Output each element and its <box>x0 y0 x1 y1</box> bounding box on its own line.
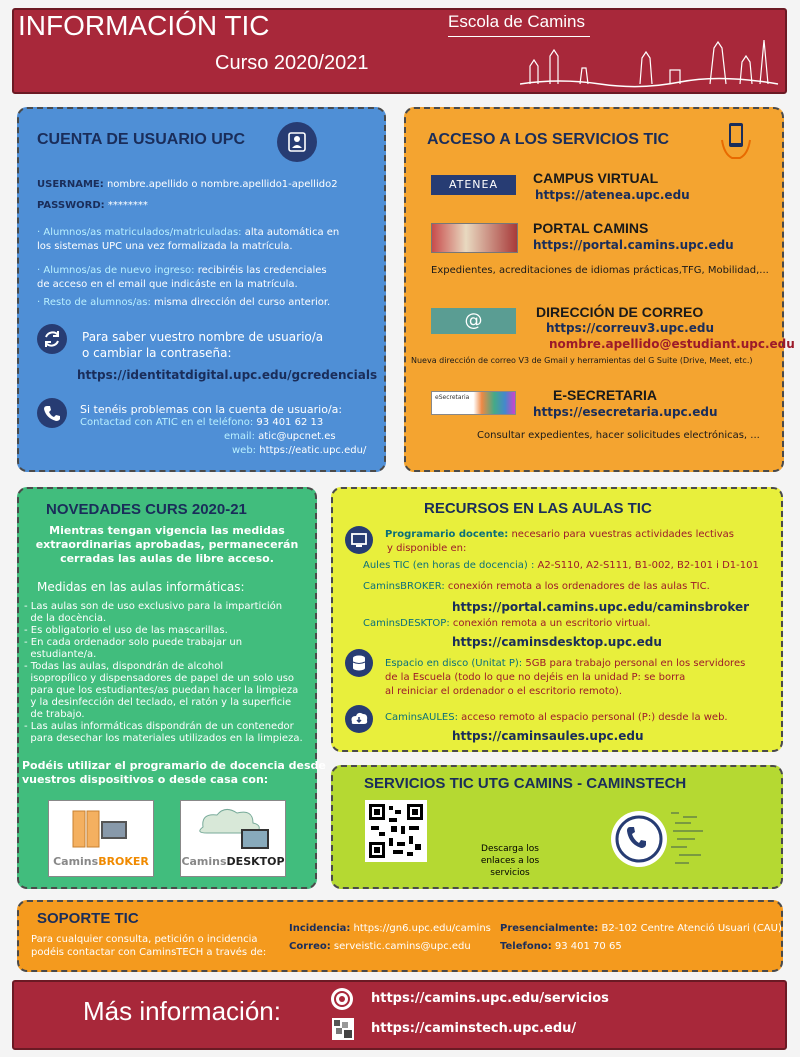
measure-item: - Las aulas informáticas dispondrán de un contenedor <box>24 721 294 732</box>
correu-link[interactable]: https://correuv3.upc.edu <box>546 321 714 335</box>
caminstech-logo-icon <box>332 1018 354 1040</box>
esecretaria-desc: Consultar expedientes, hacer solicitudes electrónicas, ... <box>477 430 760 441</box>
esecretaria-title: E-SECRETARIA <box>553 387 657 403</box>
desktop-label: CaminsDESKTOP: <box>363 618 450 629</box>
novedades-intro <box>20 524 314 566</box>
intro-line: extraordinarias aprobadas, permanecerán <box>35 538 299 551</box>
novedades-outro <box>22 759 326 787</box>
camins-seal-icon <box>330 987 354 1011</box>
disk-label: Espacio en disco (Unitat P): <box>385 658 523 669</box>
phone-icon <box>37 398 67 428</box>
password-help-line: Para saber vuestro nombre de usuario/a <box>82 330 324 344</box>
outro-line: vuestros dispositivos o desde casa con: <box>22 773 269 786</box>
password-help-line: o cambiar la contraseña: <box>82 346 232 360</box>
camins-servicios-link[interactable]: https://camins.upc.edu/servicios <box>371 991 609 1006</box>
broker-servers-icon <box>71 807 131 851</box>
measure-item: de la docència. <box>24 613 107 624</box>
soporte-desc <box>31 933 266 959</box>
web-row <box>232 445 366 456</box>
portal-camins-link[interactable]: https://portal.camins.upc.edu <box>533 238 734 252</box>
password-value: ******** <box>107 200 148 211</box>
problem-text: Si tenéis problemas con la cuenta de usuario/a: <box>80 403 343 416</box>
prog-text: y disponible en: <box>387 543 467 554</box>
incidencia-link[interactable]: https://gn6.upc.edu/camins <box>350 923 491 934</box>
measures-list <box>24 601 303 745</box>
telefono-value: 93 401 70 65 <box>551 941 622 952</box>
bullet-text: de acceso en el email que indicáste en la matrícula. <box>37 279 298 290</box>
measures-title: Medidas en las aulas informáticas: <box>37 580 245 594</box>
student-email-address: nombre.apellido@estudiant.upc.edu <box>549 337 795 351</box>
sync-icon <box>37 324 67 354</box>
broker-label-a: Camins <box>53 855 99 868</box>
username-value: nombre.apellido o nombre.apellido1-apellido2 <box>106 179 338 190</box>
atenea-logo[interactable]: ATENEA <box>431 175 516 195</box>
page-title: INFORMACIÓN TIC <box>18 10 270 41</box>
account-icon <box>277 122 317 162</box>
school-brand: Escola de Camins <box>448 12 586 31</box>
course-year: Curso 2020/2021 <box>215 52 369 74</box>
recursos-title: RECURSOS EN LAS AULAS TIC <box>424 500 652 517</box>
incidencia-row <box>289 923 491 934</box>
broker-text: conexión remota a los ordenadores de las aulas TIC. <box>444 581 710 592</box>
aules-text: acceso remoto al espacio personal (P:) desde la web. <box>457 712 728 723</box>
identitat-link[interactable]: https://identitatdigital.upc.edu/gcredencials <box>77 368 378 382</box>
portal-camins-title: PORTAL CAMINS <box>533 220 649 236</box>
outro-line: Podéis utilizar el programario de docencia desde <box>22 759 326 772</box>
password-help-text <box>82 329 323 361</box>
caminsbroker-link[interactable]: https://portal.camins.upc.edu/caminsbroker <box>452 600 750 614</box>
monitor-icon <box>345 526 373 554</box>
contact-phone: 93 401 62 13 <box>256 417 324 428</box>
broker-label: CaminsBROKER: <box>363 581 445 592</box>
prog-text: necesario para vuestras actividades lectivas <box>508 529 734 540</box>
presencial-row <box>500 923 782 934</box>
soporte-title: SOPORTE TIC <box>37 910 139 927</box>
desktop-label-a: Camins <box>181 855 227 868</box>
atenea-link[interactable]: https://atenea.upc.edu <box>535 188 690 202</box>
footer-title: Más información: <box>83 996 281 1026</box>
programario-text <box>385 528 775 556</box>
incidencia-label: Incidencia: <box>289 923 351 934</box>
presencial-value: B2-102 Centre Atenció Usuari (CAU) <box>598 923 782 934</box>
disk-text-line: 5GB para trabajo personal en los servidores <box>522 658 746 669</box>
aulas-list: A2-S110, A2-S111, B1-002, B2-101 i D1-101 <box>534 560 759 571</box>
email-link[interactable]: atic@upcnet.es <box>258 431 336 442</box>
intro-line: cerradas las aulas de libre acceso. <box>60 552 274 565</box>
caminsbroker-label <box>49 855 153 868</box>
bullet-label: · Alumnos/as matriculados/matriculadas: <box>37 227 242 238</box>
eatic-link[interactable]: https://eatic.upc.edu/ <box>259 445 367 456</box>
telefono-row <box>500 941 622 952</box>
correo-row <box>289 941 471 952</box>
telefono-label: Telefono: <box>500 941 552 952</box>
phone-wordcloud-icon <box>605 803 717 881</box>
bullet-resto <box>37 297 330 308</box>
bullet-text: misma dirección del curso anterior. <box>150 297 331 308</box>
esecretaria-thumbnail[interactable]: eSecretaria <box>431 391 516 415</box>
bullet-nuevo-ingreso <box>37 264 377 292</box>
aules-label: CaminsAULES: <box>385 712 458 723</box>
portal-camins-thumbnail[interactable] <box>431 223 518 253</box>
password-label: PASSWORD: <box>37 200 105 211</box>
caminsdesktop-label <box>181 855 285 868</box>
measure-item: y la desinfección del teclado, el ratón y la superficie <box>24 697 292 708</box>
measure-item: - En cada ordenador solo puede trabajar un <box>24 637 243 648</box>
soporte-desc-line: podéis contactar con CaminsTECH a través de: <box>31 947 267 958</box>
soporte-desc-line: Para cualquier consulta, petición o incidencia <box>31 934 258 945</box>
caminsdesktop-link[interactable]: https://caminsdesktop.upc.edu <box>452 635 662 649</box>
caminsdesktop-card[interactable] <box>180 800 286 877</box>
desktop-text: conexión remota a un escritorio virtual. <box>449 618 651 629</box>
intro-line: Mientras tengan vigencia las medidas <box>49 524 285 537</box>
correo-label: Correo: <box>289 941 331 952</box>
qr-code-icon[interactable] <box>365 800 427 862</box>
broker-label-b: BROKER <box>98 855 149 868</box>
web-label: web: <box>232 445 257 456</box>
aulas-row <box>363 560 759 571</box>
campus-virtual-title: CAMPUS VIRTUAL <box>533 170 659 186</box>
measure-item: - Todas las aulas, dispondrán de alcohol <box>24 661 224 672</box>
user-account-title: CUENTA DE USUARIO UPC <box>37 131 246 148</box>
disk-text <box>385 657 780 699</box>
contact-row <box>80 417 323 428</box>
bullet-matriculados <box>37 226 377 254</box>
caminstech-link[interactable]: https://caminstech.upc.edu/ <box>371 1021 577 1036</box>
measure-item: estudiante/a. <box>24 649 97 660</box>
qr-download-text <box>460 843 560 879</box>
mail-desc: Nueva dirección de correo V3 de Gmail y herramientas del G Suite (Drive, Meet, etc.) <box>411 356 753 365</box>
measure-item: isopropílico y dispensadores de papel de un solo uso <box>24 673 295 684</box>
bullet-label: · Resto de alumnos/as: <box>37 297 151 308</box>
mobile-hands-icon <box>718 120 754 160</box>
mail-at-icon[interactable]: @ <box>431 308 516 334</box>
bullet-text: alta automática en <box>241 227 340 238</box>
bullet-text: los sistemas UPC una vez formalizada la matrícula. <box>37 241 293 252</box>
caminsbroker-card[interactable] <box>48 800 154 877</box>
correo-link[interactable]: serveistic.camins@upc.edu <box>330 941 471 952</box>
desktop-row <box>363 618 651 629</box>
email-row <box>224 431 336 442</box>
skyline-icon <box>520 38 780 88</box>
novedades-title: NOVEDADES CURS 2020-21 <box>46 501 247 518</box>
aules-row <box>385 712 728 723</box>
password-row <box>37 200 148 211</box>
desktop-label-b: DESKTOP <box>226 855 285 868</box>
username-row <box>37 179 338 190</box>
utg-title: SERVICIOS TIC UTG CAMINS - CAMINSTECH <box>364 775 687 792</box>
qr-line: enlaces a los servicios <box>480 856 540 878</box>
caminsaules-link[interactable]: https://caminsaules.upc.edu <box>452 729 644 743</box>
email-label: email: <box>224 431 255 442</box>
broker-row <box>363 581 710 592</box>
measure-item: de trabajo. <box>24 709 85 720</box>
mail-title: DIRECCIÓN DE CORREO <box>536 304 704 320</box>
measure-item: - Es obligatorio el uso de las mascarillas. <box>24 625 228 636</box>
disk-text-line: al reiniciar el ordenador o el escritorio remoto). <box>385 686 623 697</box>
bullet-label: · Alumnos/as de nuevo ingreso: <box>37 265 195 276</box>
esecretaria-link[interactable]: https://esecretaria.upc.edu <box>533 405 718 419</box>
brand-underline <box>448 36 590 37</box>
username-label: USERNAME: <box>37 179 104 190</box>
contact-label: Contactad con ATIC en el teléfono: <box>80 417 254 428</box>
measure-item: para desechar los materiales utilizados en la limpieza. <box>24 733 303 744</box>
measure-item: para que los estudiantes/as puedan hacer la limpieza <box>24 685 299 696</box>
measure-item: - Las aulas son de uso exclusivo para la impartición <box>24 601 283 612</box>
portal-camins-desc: Expedientes, acreditaciones de idiomas prácticas,TFG, Mobilidad,... <box>431 265 769 276</box>
cloud-download-icon <box>345 705 373 733</box>
disk-text-line: de la Escuela (todo lo que no dejéis en la unidad P: se borra <box>385 672 686 683</box>
prog-label: Programario docente: <box>385 529 509 540</box>
presencial-label: Presencialmente: <box>500 923 599 934</box>
bullet-text: recibiréis las credenciales <box>194 265 327 276</box>
aulas-label: Aules TIC (en horas de docencia) : <box>363 560 535 571</box>
database-icon <box>345 649 373 677</box>
cloud-desktop-icon <box>191 805 275 853</box>
qr-line: Descarga los <box>481 844 539 854</box>
access-services-title: ACCESO A LOS SERVICIOS TIC <box>427 131 670 148</box>
